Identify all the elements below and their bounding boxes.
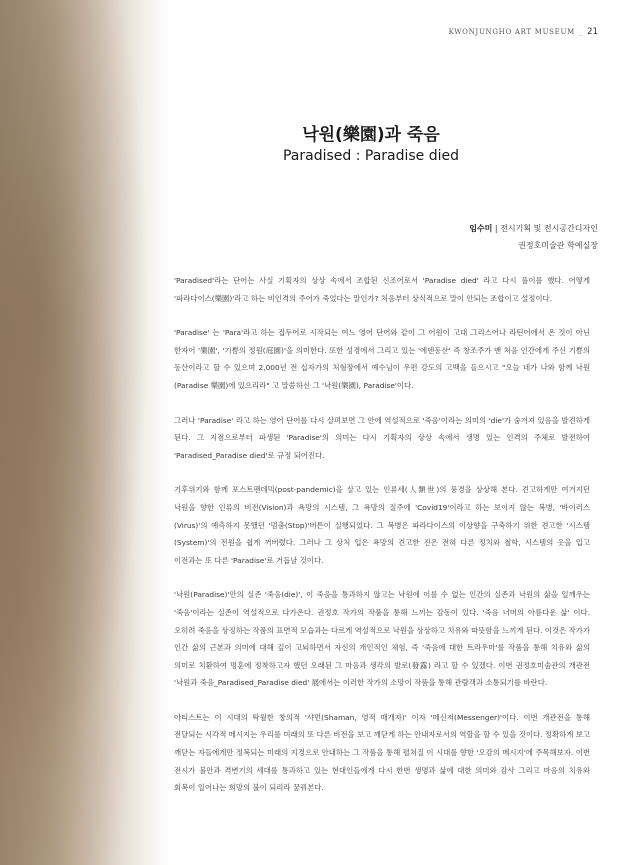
paragraph-3: 그러나 'Paradise' 라고 하는 영어 단어를 다시 살펴보면 그 안에 역설적으로 '죽음'이라는 의미의 'die'가 숨겨져 있음을 발견하게 된다. 그 지점으로부터 파생된 'Paradise'의 의미는 다시 기획자의 상상 속에서 생명 있는 인격의 주체로 발전하여 'Paradised_Paradise died'로 규정 되어진다. [174, 415, 590, 460]
article-body [174, 272, 590, 814]
author-line: 임수미 | 전시기획 및 전시공간디자인 [469, 224, 598, 233]
paragraph-5: '낙원(Paradise)'안의 실존 '죽음(die)', 이 죽음을 통과하지 않고는 낙원에 이를 수 없는 인간의 실존과 낙원의 삶을 일깨우는 '죽음'이라는 실존이 역설적으로 다가온다. 권정호 작가의 작품을 통해 느끼는 감동이 있다. '죽음 너머의 아름다운 삶' 이다. 오히려 죽음을 상징하는 작품의 표면적 모습과는 다르게 역설적으로 낙원을 상상하고 치유와 따뜻함을 느끼게 된다. 이것은 작가가 인간 삶의 근본과 의미에 대해 깊이 고뇌하면서 자신의 개인적인 체험, 즉 '죽음에 대한 트라우마'를 작품을 통해 치유와 삶의 의미로 치환하여 명훈에 정착하고자 했던 오래된 그 마음과 생각의 발로(發露) 라고 할 수 있겠다. 이번 권정호미술관의 개관전 '낙원과 죽음_Paradised_Paradise died' 展에서는 이러한 작가의 소망이 작품을 통해 관람객과 소통되기를 바란다. [174, 590, 590, 688]
author-role: 전시기획 및 전시공간디자인 [500, 224, 598, 233]
paragraph-2: 'Paradise' 는 'Para'라고 하는 접두어로 시작되는 여느 영어 단어와 같이 그 어원이 고대 그리스어나 라틴어에서 온 것이 아닌 한자어 '樂園', '기쁨의 정원(庭園)'을 의미한다. 또한 성경에서 그리고 있는 '에덴동산' 즉 창조주가 맨 처음 인간에게 주신 기쁨의 동산이라고 할 수 있으며 2,000년 전 십자가의 처형장에서 예수님이 우편 강도의 고백을 들으시고 "오늘 네가 나와 함께 낙원(Paradise 樂園)에 있으리라" 고 말씀하신 그 '낙원(樂園), Paradise'이다. [174, 328, 590, 390]
background-photo-strip [0, 0, 170, 865]
paragraph-6: 아티스트는 이 시대의 탁월한 창의적 '샤먼(Shaman, 영적 매개자)' 이자 '메신저(Messenger)'이다. 이번 개관전을 통해 전달되는 시각적 메시지는 우리를 미래의 또 다른 비전을 보고 깨닫게 하는 안내자로서의 역할을 할 수 있을 것이다. 정확하게 보고 깨닫는 자들에게만 정복되는 미래의 지경으로 안내하는 그 작품을 통해 펼쳐질 이 시대를 향한 '오감의 메시지'에 주목해보자. 이번 전시가 불안과 격변기의 세대를 통과하고 있는 현대인들에게 다시 한번 생명과 삶에 대한 의미와 감사 그리고 마음의 치유와 회복이 일어나는 희망의 불이 되리라 꿈꿔본다. [174, 712, 590, 793]
author-affiliation: 권정호미술관 학예실장 [518, 241, 598, 250]
museum-name: KWONJUNGHO ART MUSEUM [448, 28, 575, 36]
article-title-korean: 낙원(樂園)과 죽음 [302, 125, 440, 145]
article-title-english: Paradised : Paradise died [282, 148, 460, 164]
running-header [449, 27, 598, 37]
page-number: 21 [587, 27, 598, 37]
author-name: 임수미 [469, 224, 493, 233]
header-separator: _ [578, 28, 584, 36]
paragraph-1: 'Paradised'라는 단어는 사실 기획자의 상상 속에서 조합된 신조어로서 'Paradise died' 라고 다시 풀이를 했다. 어떻게 '파라다이스(樂園)'라고 하는 비인격의 주어가 죽었다는 말인가? 처음부터 상식적으로 말이 안되는 조합이고 설정이다. [174, 276, 590, 303]
paragraph-4: 기후위기와 함께 포스트팬데믹(post-pandemic)을 살고 있는 인류세(人類世)의 풍경을 상상해 본다. 견고하게만 여겨지던 낙원을 향한 인류의 비전(Vision)과 욕망의 시스템, 그 욕망의 질주에 'Covid19'이라고 하는 보이지 않는 복병, '바이러스(Virus)'의 예측하지 못했던 '멈춤(Stop)'버튼이 실행되었다. 그 복병은 파라다이스의 이상향을 구축하기 위한 견고한 '시스템(System)'의 전원을 쉽게 꺼버렸다. 그러나 그 상처 입은 욕망의 견고한 진은 전혀 다른 정치와 철학, 시스템의 옷을 입고 이전과는 또 다른 'Paradise'로 거듭날 것이다. [174, 485, 590, 565]
author-block [469, 220, 598, 254]
